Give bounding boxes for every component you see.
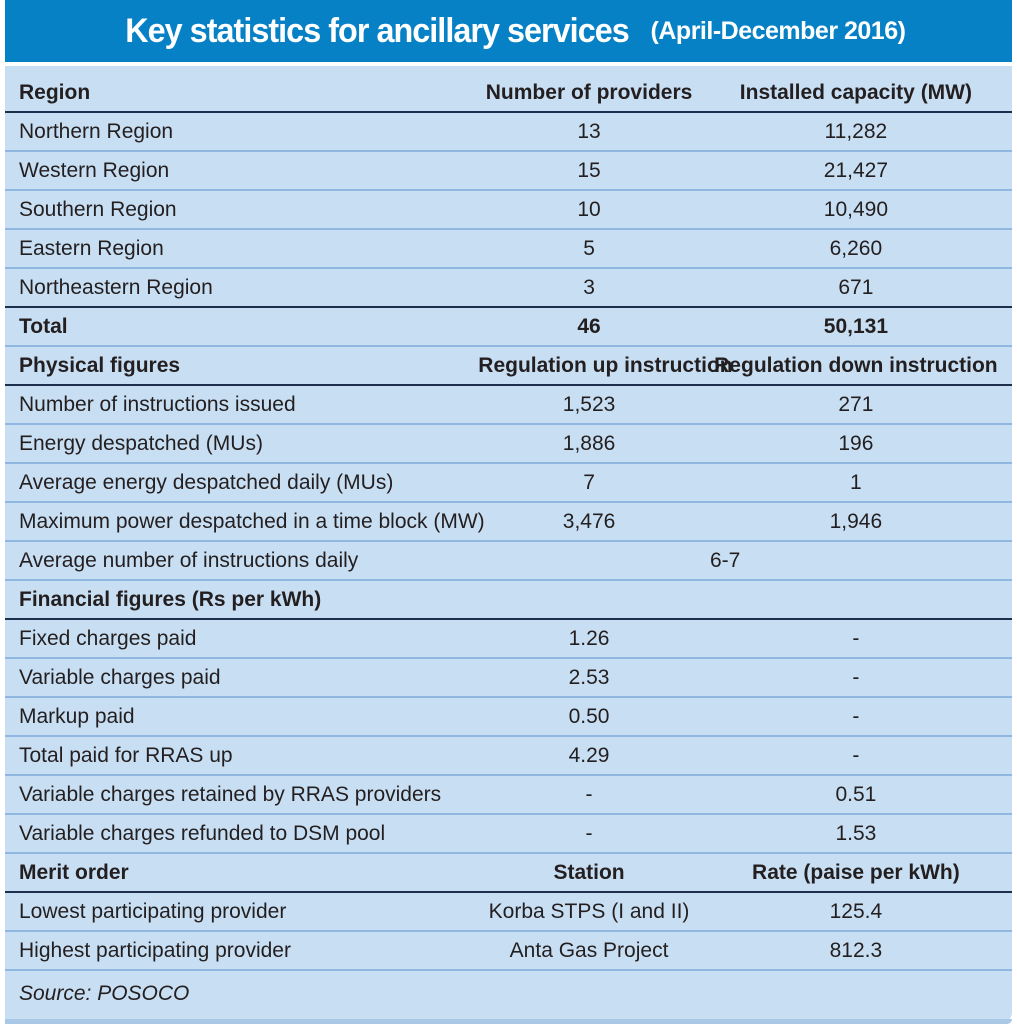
row-label: Maximum power despatched in a time block (MW) [19, 509, 485, 533]
reg-up-value: 1.26 [568, 626, 610, 650]
column-header: Region [19, 80, 91, 104]
providers-value: 15 [577, 158, 601, 182]
row-label: Average number of instructions daily [19, 548, 359, 572]
region-header-row [5, 74, 1012, 113]
reg-down-value: 1,946 [829, 509, 883, 533]
table-row [5, 230, 1012, 269]
capacity-value: 10,490 [823, 197, 888, 221]
row-label: Energy despatched (MUs) [19, 431, 263, 455]
reg-up-value: 1,886 [562, 431, 616, 455]
reg-up-value: 4.29 [568, 743, 610, 767]
station-value: Korba STPS (I and II) [488, 899, 690, 923]
row-label: Number of instructions issued [19, 392, 296, 416]
column-header: Regulation up instruction [478, 353, 733, 377]
table-row [5, 698, 1012, 737]
providers-value: 3 [583, 275, 595, 299]
table-row [5, 503, 1012, 542]
providers-value: 10 [577, 197, 601, 221]
rate-value: 812.3 [829, 938, 883, 962]
reg-up-value: 2.53 [568, 665, 610, 689]
financial-figures-header-row [5, 581, 1012, 620]
providers-total: 46 [577, 314, 601, 338]
row-label: Total paid for RRAS up [19, 743, 233, 767]
rate-value: 125.4 [829, 899, 883, 923]
table-row [5, 386, 1012, 425]
row-label: Northeastern Region [19, 275, 213, 299]
capacity-value: 6,260 [829, 236, 883, 260]
providers-value: 13 [577, 119, 601, 143]
reg-up-value: 7 [583, 470, 595, 494]
row-label: Variable charges paid [19, 665, 221, 689]
row-label: Highest participating provider [19, 938, 291, 962]
total-row [5, 308, 1012, 347]
reg-up-value: 0.50 [568, 704, 610, 728]
table-row [5, 113, 1012, 152]
row-label: Lowest participating provider [19, 899, 287, 923]
column-header: Rate (paise per kWh) [752, 860, 960, 884]
column-header: Station [553, 860, 625, 884]
source-row [5, 971, 1012, 1017]
merit-order-header-row [5, 854, 1012, 893]
reg-down-value: 0.51 [835, 782, 877, 806]
reg-down-value: 196 [838, 431, 874, 455]
table-row [5, 269, 1012, 308]
reg-down-value: 1.53 [835, 821, 877, 845]
station-value: Anta Gas Project [509, 938, 669, 962]
statistics-table [5, 66, 1012, 1024]
row-label: Average energy despatched daily (MUs) [19, 470, 394, 494]
reg-up-value: - [585, 782, 593, 806]
row-label: Western Region [19, 158, 170, 182]
title-bar [5, 0, 1012, 62]
section-header: Physical figures [19, 353, 181, 377]
reg-down-value: - [852, 743, 860, 767]
column-header: Regulation down instruction [714, 353, 998, 377]
row-label: Northern Region [19, 119, 174, 143]
reg-up-value: - [585, 821, 593, 845]
table-row [5, 620, 1012, 659]
reg-down-value: - [852, 665, 860, 689]
row-label: Total [19, 314, 68, 338]
table-row [5, 659, 1012, 698]
section-header: Financial figures (Rs per kWh) [19, 587, 322, 611]
row-label: Fixed charges paid [19, 626, 197, 650]
capacity-value: 671 [838, 275, 874, 299]
reg-up-value: 3,476 [562, 509, 616, 533]
row-label: Markup paid [19, 704, 135, 728]
reg-up-value: 1,523 [562, 392, 616, 416]
table-row [5, 464, 1012, 503]
table-row [5, 932, 1012, 971]
table-row [5, 191, 1012, 230]
providers-value: 5 [583, 236, 595, 260]
section-header: Merit order [19, 860, 129, 884]
table-row [5, 776, 1012, 815]
reg-down-value: - [852, 626, 860, 650]
row-label: Variable charges refunded to DSM pool [19, 821, 386, 845]
capacity-value: 21,427 [823, 158, 888, 182]
figure-title-period: (April-December 2016) [650, 16, 906, 45]
row-label: Variable charges retained by RRAS providers [19, 782, 442, 806]
column-header: Number of providers [485, 80, 693, 104]
table-row [5, 152, 1012, 191]
table-row [5, 425, 1012, 464]
table-row [5, 737, 1012, 776]
bottom-border-strip [5, 1019, 1012, 1024]
table-row [5, 893, 1012, 932]
physical-figures-header-row [5, 347, 1012, 386]
column-header: Installed capacity (MW) [739, 80, 972, 104]
table-row [5, 542, 1012, 581]
reg-down-value: - [852, 704, 860, 728]
row-label: Eastern Region [19, 236, 164, 260]
capacity-value: 11,282 [824, 119, 888, 143]
reg-down-value: 1 [850, 470, 862, 494]
row-label: Southern Region [19, 197, 177, 221]
capacity-total: 50,131 [823, 314, 888, 338]
source-attribution: Source: POSOCO [19, 982, 190, 1005]
table-row [5, 815, 1012, 854]
figure-title: Key statistics for ancillary services [124, 11, 629, 50]
merged-value: 6-7 [709, 548, 741, 572]
reg-down-value: 271 [838, 392, 874, 416]
ancillary-services-figure [5, 0, 1012, 1024]
